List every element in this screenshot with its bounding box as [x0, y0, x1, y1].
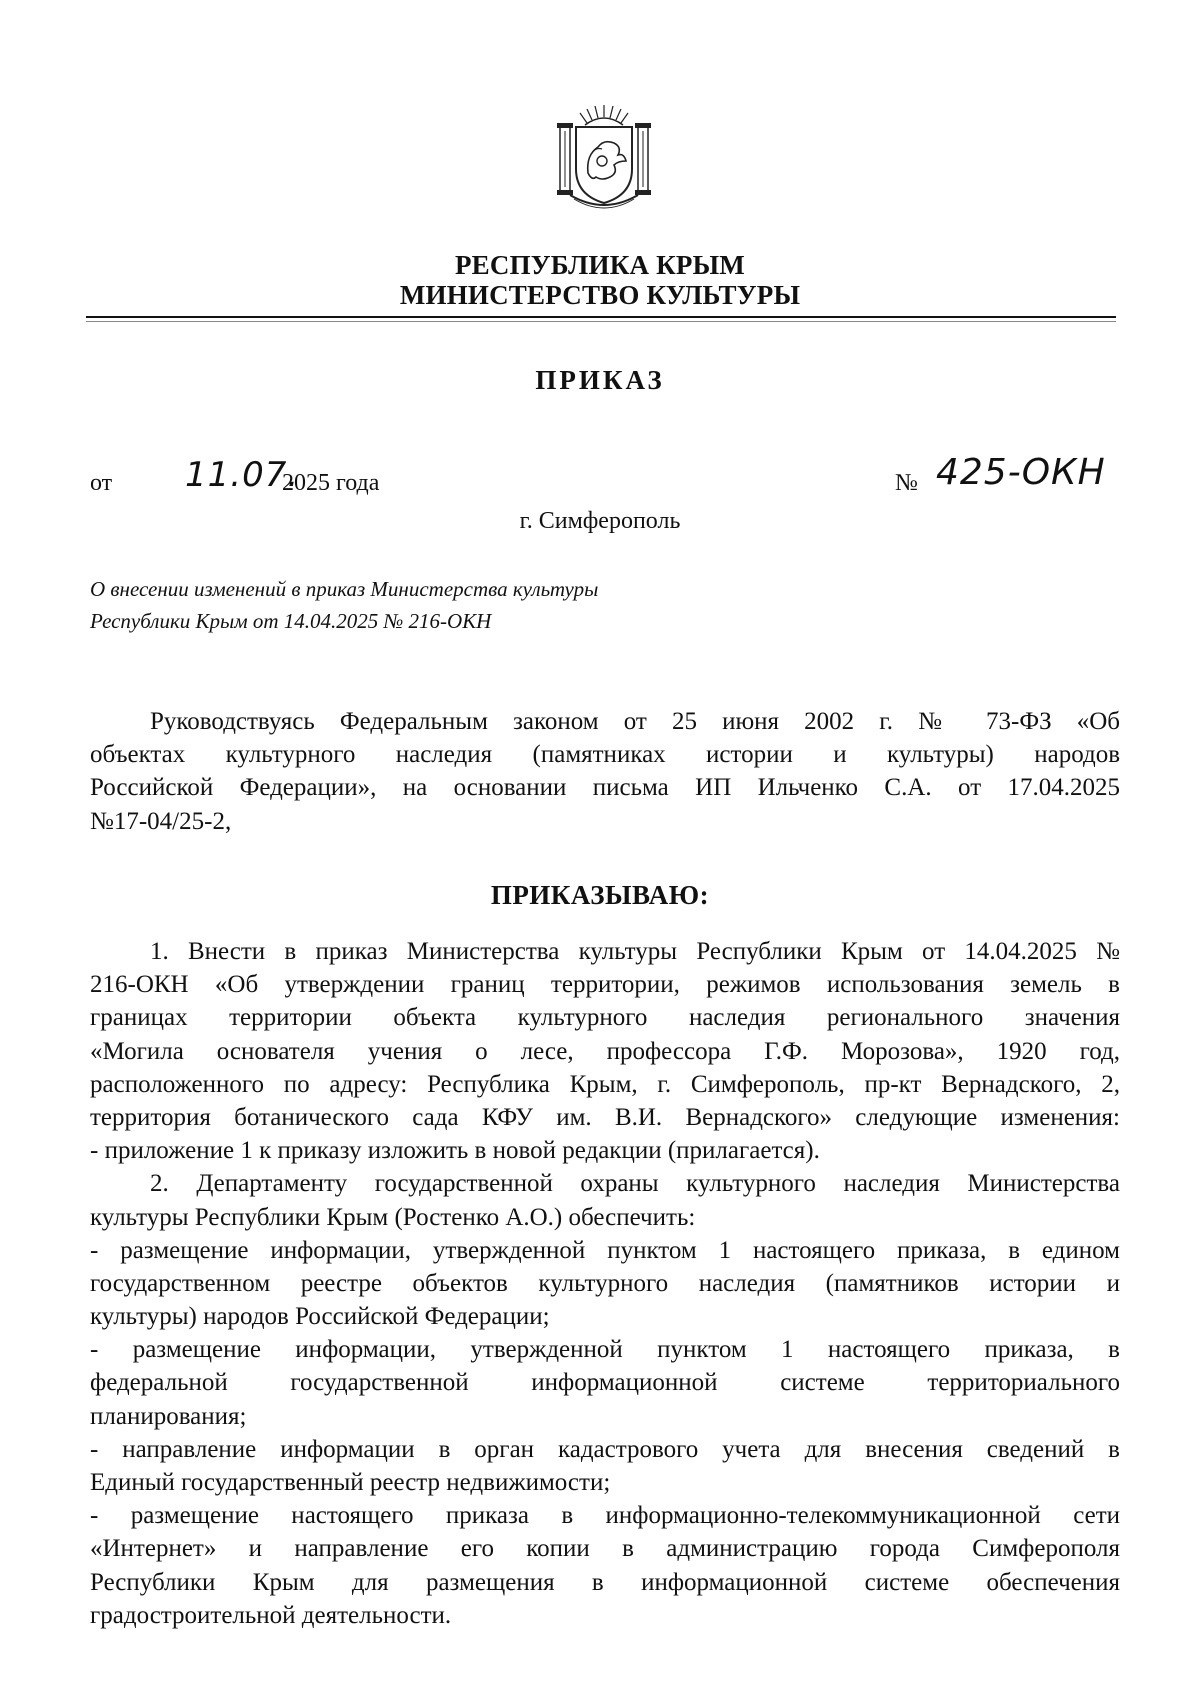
order-title: ПРИКАЗ [535, 365, 665, 395]
body-line: планирования; [90, 1402, 247, 1430]
body-line: федеральной государственной информационной системе территориального [90, 1369, 1120, 1397]
order-body [90, 935, 1120, 1632]
body-line: - размещение информации, утвержденной пунктом 1 настоящего приказа, в [90, 1336, 1120, 1364]
subject-line: О внесении изменений в приказ Министерства культуры [90, 577, 599, 601]
body-line: расположенного по адресу: Республика Крым, г. Симферополь, пр-кт Вернадского, 2, [90, 1070, 1120, 1098]
body-line: - размещение информации, утвержденной пунктом 1 настоящего приказа, в едином [90, 1236, 1120, 1264]
header-republic: РЕСПУБЛИКА КРЫМ [454, 250, 745, 280]
header-ministry: МИНИСТЕРСТВО КУЛЬТУРЫ [399, 280, 801, 310]
intro-line: объектах культурного наследия (памятниках истории и культуры) народов [90, 741, 1120, 769]
body-line: - приложение 1 к приказу изложить в новой редакции (прилагается). [90, 1137, 820, 1165]
subject-line: Республики Крым от 14.04.2025 № 216-ОКН [90, 609, 492, 633]
body-line: культуры) народов Российской Федерации; [90, 1303, 550, 1331]
intro-line: №17-04/25-2, [90, 807, 232, 835]
body-line: границах территории объекта культурного наследия регионального значения [90, 1004, 1120, 1032]
body-line: государственном реестре объектов культурного наследия (памятников истории и [90, 1269, 1120, 1297]
command-heading: ПРИКАЗЫВАЮ: [490, 880, 710, 910]
body-line: «Могила основателя учения о лесе, профессора Г.Ф. Морозова», 1920 год, [90, 1037, 1120, 1065]
body-line: Единый государственный реестр недвижимости; [90, 1469, 611, 1496]
date-prefix: от [90, 470, 113, 496]
body-line: Республики Крым для размещения в информационной системе обеспечения [90, 1568, 1120, 1596]
intro-paragraph [90, 705, 1120, 838]
city: г. Симферополь [519, 508, 681, 534]
intro-line: Руководствуясь Федеральным законом от 25 июня 2002 г. № 73-ФЗ «Об [150, 708, 1120, 735]
intro-line: Российской Федерации», на основании письма ИП Ильченко С.А. от 17.04.2025 [90, 774, 1120, 802]
order-subject [90, 573, 598, 637]
body-line: - направление информации в орган кадастрового учета для внесения сведений в [90, 1435, 1120, 1463]
header-divider-thin [86, 321, 1116, 322]
date-year: 2025 года [282, 470, 380, 496]
body-line: - размещение настоящего приказа в информационно-телекоммуникационной сети [90, 1502, 1120, 1530]
number-handwritten: 425-ОКН [936, 452, 1106, 493]
body-line: 2. Департаменту государственной охраны культурного наследия Министерства [150, 1170, 1120, 1198]
body-line: градостроительной деятельности. [90, 1601, 452, 1629]
body-line: 1. Внести в приказ Министерства культуры Республики Крым от 14.04.2025 № [150, 938, 1120, 965]
body-line: «Интернет» и направление его копии в администрацию города Симферополя [90, 1535, 1120, 1563]
body-line: культуры Республики Крым (Ростенко А.О.) обеспечить: [90, 1203, 696, 1231]
body-line: территория ботанического сада КФУ им. В.И. Вернадского» следующие изменения: [90, 1103, 1120, 1131]
number-sign: № [895, 470, 918, 496]
body-line: 216-ОКН «Об утверждении границ территории, режимов использования земель в [90, 971, 1120, 999]
header-divider [86, 316, 1116, 318]
date-handwritten: 11.07. [185, 455, 300, 495]
crimea-coat-of-arms-icon [552, 103, 656, 213]
